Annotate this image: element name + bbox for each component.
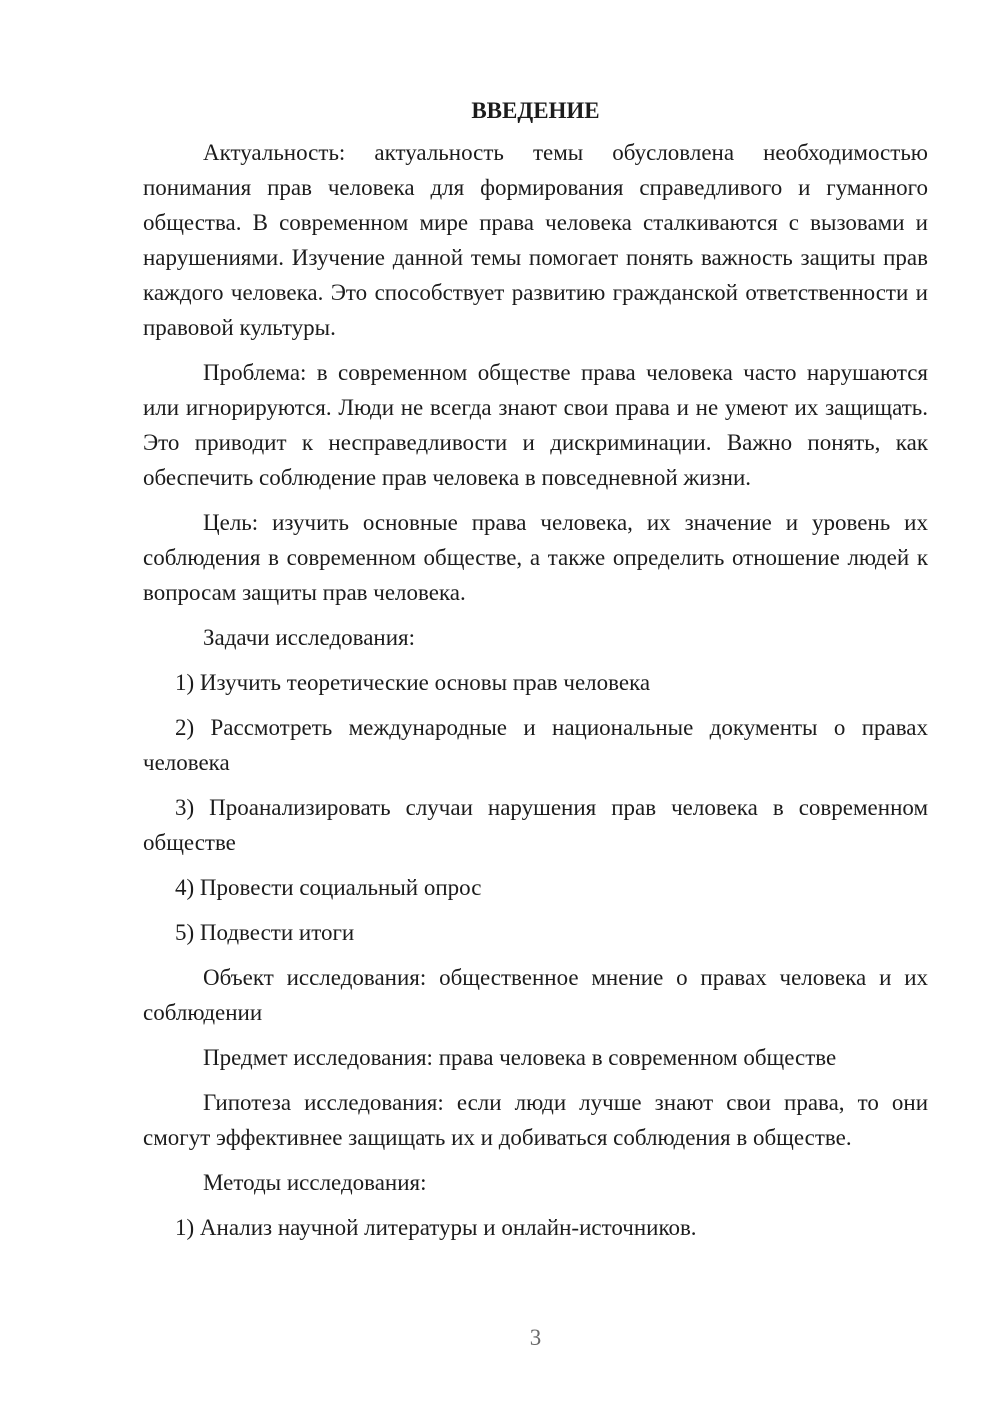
method-item: 1) Анализ научной литературы и онлайн-источников. [175, 1215, 697, 1240]
subject-paragraph: Предмет исследования: права человека в современном обществе [203, 1045, 837, 1070]
task-item: 4) Провести социальный опрос [175, 875, 482, 900]
object-paragraph: Объект исследования: общественное мнение о правах человека и их соблюдении [143, 965, 928, 1025]
page-title: ВВЕДЕНИЕ [471, 98, 600, 123]
problem-paragraph: Проблема: в современном обществе права человека часто нарушаются или игнорируются. Люди не всегда знают свои права и не умеют их защищать. Это приводит к несправедливости и дискриминации. Важно понять, как обеспечить соблюдение прав человека в повседневной жизни. [143, 360, 928, 490]
task-item: 1) Изучить теоретические основы прав человека [175, 670, 651, 695]
page-content [143, 95, 928, 1255]
tasks-heading: Задачи исследования: [203, 625, 416, 650]
goal-paragraph: Цель: изучить основные права человека, их значение и уровень их соблюдения в современном обществе, а также определить отношение людей к вопросам защиты прав человека. [143, 510, 928, 605]
task-item: 5) Подвести итоги [175, 920, 355, 945]
page-number: 3 [529, 1325, 542, 1350]
task-item: 2) Рассмотреть международные и национальные документы о правах человека [143, 715, 928, 775]
task-item: 3) Проанализировать случаи нарушения прав человека в современном обществе [143, 795, 928, 855]
relevance-paragraph: Актуальность: актуальность темы обусловлена необходимостью понимания прав человека для формирования справедливого и гуманного общества. В современном мире права человека сталкиваются с вызовами и нарушениями. Изучение данной темы помогает понять важность защиты прав каждого человека. Это способствует развитию гражданской ответственности и правовой культуры. [143, 140, 928, 340]
hypothesis-paragraph: Гипотеза исследования: если люди лучше знают свои права, то они смогут эффективнее защищать их и добиваться соблюдения в обществе. [143, 1090, 928, 1150]
methods-heading: Методы исследования: [203, 1170, 427, 1195]
